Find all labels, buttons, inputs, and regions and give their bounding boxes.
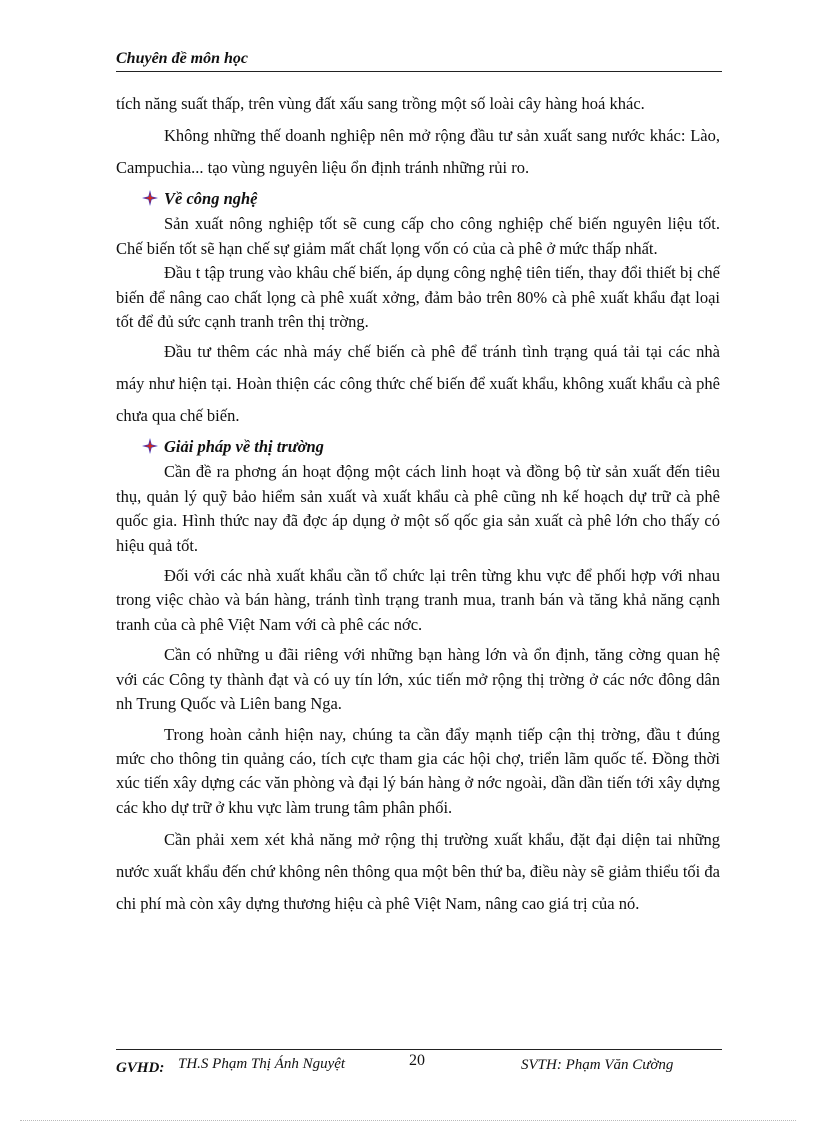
paragraph: Cần đề ra phơng án hoạt động một cách linh hoạt và đồng bộ từ sản xuất đến tiêu thụ, quản lý quỹ bảo hiểm sản xuất và xuất khẩu cà phê cũng nh kế hoạch dự trữ cà phê quốc gia. Hình thức nay đã đợc áp dụng ở một số qốc gia sản xuất cà phê lớn cho thấy có hiệu quả tốt. xyxy=(116,462,720,555)
paragraph: Trong hoàn cảnh hiện nay, chúng ta cần đẩy mạnh tiếp cận thị trờng, đầu t đúng mức cho thông tin quảng cáo, tích cực tham gia các hội chợ, triển lãm quốc tế. Đồng thời xúc tiến xây dựng các văn phòng và đại lý bán hàng ở nớc ngoài, dần dần tiến tới xây dựng các kho dự trữ ở khu vực làm trung tâm phân phối. xyxy=(116,724,720,817)
page-number: 20 xyxy=(409,1052,425,1069)
paragraph: Cần phải xem xét khả năng mở rộng thị trường xuất khẩu, đặt đại diện tai những nước xuất khẩu đến chứ không nên thông qua một bên thứ ba, điều này sẽ giảm thiểu tối đa chi phí mà còn xây dựng thương hiệu cà phê Việt Nam, nâng cao giá trị của nó. xyxy=(116,830,720,914)
paragraph: Cần có những u đãi riêng với những bạn hàng lớn và ổn định, tăng cờng quan hệ với các Công ty thành đạt và có uy tín lớn, xúc tiến mở rộng thị trờng ở các nớc đông dân nh Trung Quốc và Liên bang Nga. xyxy=(116,645,720,714)
header-title: Chuyên đề môn học xyxy=(116,50,249,67)
footer-supervisor-name: TH.S Phạm Thị Ánh Nguyệt xyxy=(178,1056,346,1072)
paragraph: Đối với các nhà xuất khẩu cần tổ chức lại trên từng khu vực để phối hợp với nhau trong việc chào và bán hàng, tránh tình trạng tranh mua, tranh bán và tăng khả năng cạnh tranh của cà phê Việt Nam với cà phê các nớc. xyxy=(116,566,720,634)
page-footer xyxy=(116,1049,722,1080)
section-heading-label: Giải pháp về thị trường xyxy=(164,437,324,457)
page-header xyxy=(116,49,722,72)
document-body xyxy=(116,90,720,920)
section-heading-market xyxy=(116,434,720,460)
footer-student-name: SVTH: Phạm Văn Cường xyxy=(521,1057,674,1073)
paragraph: Không những thế doanh nghiệp nên mở rộng đầu tư sản xuất sang nước khác: Lào, Campuchia... tạo vùng nguyên liệu ổn định tránh những rủi ro. xyxy=(116,126,720,178)
paragraph: Đầu t tập trung vào khâu chế biến, áp dụng công nghệ tiên tiến, thay đổi thiết bị chế biến để nâng cao chất lọng cà phê xuất xởng, đảm bảo trên 80% cà phê xuất khẩu đạt loại tốt để đủ sức cạnh tranh trên thị trờng. xyxy=(116,263,720,332)
four-point-star-bullet-icon xyxy=(142,438,158,454)
paragraph: Sản xuất nông nghiệp tốt sẽ cung cấp cho công nghiệp chế biến nguyên liệu tốt. Chế biến tốt sẽ hạn chế sự giảm mất chất lọng vốn có của cà phê ở mức thấp nhất. xyxy=(116,214,720,258)
section-heading-technology xyxy=(116,186,720,212)
section-heading-label: Về công nghệ xyxy=(164,189,258,209)
paragraph: Đầu tư thêm các nhà máy chế biến cà phê để tránh tình trạng quá tải tại các nhà máy như hiện tại. Hoàn thiện các công thức chế biến để xuất khẩu, không xuất khẩu cà phê chưa qua chế biến. xyxy=(116,342,720,426)
four-point-star-bullet-icon xyxy=(142,190,158,206)
page-bottom-border xyxy=(20,1120,796,1121)
footer-supervisor-label: GVHD: xyxy=(116,1060,165,1076)
paragraph: tích năng suất thấp, trên vùng đất xấu sang trồng một số loài cây hàng hoá khác. xyxy=(116,94,645,113)
